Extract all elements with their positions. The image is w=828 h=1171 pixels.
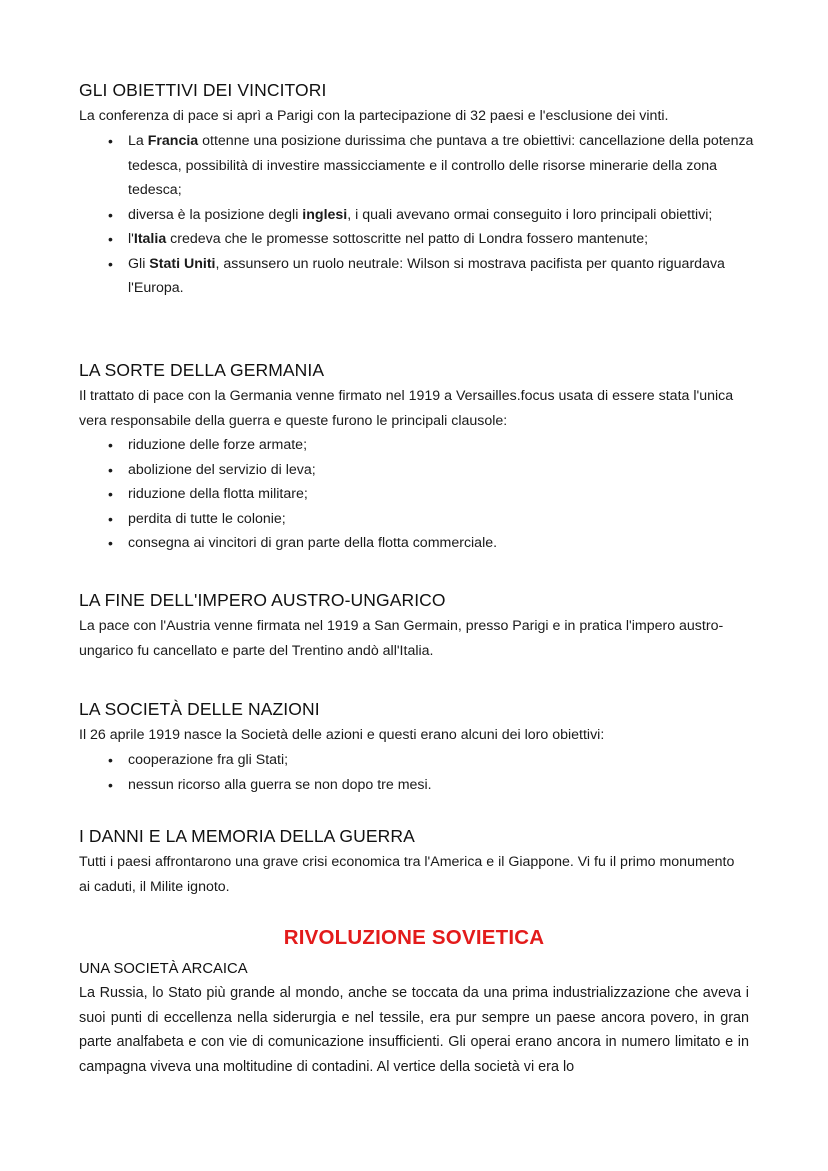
item-text: Gli xyxy=(128,255,150,272)
item-text: nessun ricorso alla guerra se non dopo tre mesi. xyxy=(128,776,432,793)
bullet-list xyxy=(79,748,769,797)
bullet-icon: • xyxy=(108,776,113,793)
item-text: ottenne una posizione durissima che puntava a tre obiettivi: cancellazione della potenza tedesca, possibilità di investire massicciamente e il controllo delle risorse minerarie della zona tedesca; xyxy=(128,133,754,198)
list-item xyxy=(79,129,759,203)
list-item xyxy=(79,507,769,532)
list-item xyxy=(79,748,769,773)
section-title: I DANNI E LA MEMORIA DELLA GUERRA xyxy=(79,826,415,846)
bullet-icon: • xyxy=(108,206,113,223)
item-text: credeva che le promesse sottoscritte nel patto di Londra fossero mantenute; xyxy=(166,231,649,247)
bullet-icon: • xyxy=(108,535,113,551)
section-title: LA SOCIETÀ DELLE NAZIONI xyxy=(79,699,320,719)
item-text: consegna ai vincitori di gran parte della flotta commerciale. xyxy=(128,535,498,551)
section-intro: La conferenza di pace si aprì a Parigi con la partecipazione di 32 paesi e l'esclusione dei vinti. xyxy=(79,108,669,124)
section-text: Tutti i paesi affrontarono una grave crisi economica tra l'America e il Giappone. Vi fu il primo monumento ai caduti, il Milite ignoto. xyxy=(79,854,735,895)
item-text: perdita di tutte le colonie; xyxy=(128,510,286,527)
list-item xyxy=(79,227,759,252)
bullet-list xyxy=(79,433,769,556)
list-item xyxy=(79,531,769,556)
item-text: La xyxy=(128,133,148,149)
bullet-icon: • xyxy=(108,437,113,453)
list-item xyxy=(79,203,759,228)
section-intro: Il 26 aprile 1919 nasce la Società delle azioni e questi erano alcuni dei loro obiettivi: xyxy=(79,727,605,743)
item-text: diversa è la posizione degli xyxy=(128,206,303,223)
section-text: La pace con l'Austria venne firmata nel 1919 a San Germain, presso Parigi e in pratica l'impero austro-ungarico fu cancellato e parte del Trentino andò all'Italia. xyxy=(79,618,724,659)
item-text: abolizione del servizio di leva; xyxy=(128,461,316,478)
item-text: l' xyxy=(128,231,134,247)
list-item xyxy=(79,773,769,798)
item-bold: Stati Uniti xyxy=(149,255,216,272)
section-subtitle: UNA SOCIETÀ ARCAICA xyxy=(79,961,248,977)
section-intro: Il trattato di pace con la Germania venne firmato nel 1919 a Versailles.focus usata di essere stata l'unica vera responsabile della guerra e queste furono le principali clausole: xyxy=(79,388,734,429)
bullet-icon: • xyxy=(108,231,113,247)
item-text: riduzione delle forze armate; xyxy=(128,437,308,453)
bullet-icon: • xyxy=(108,133,113,149)
item-text: , assunsero un ruolo neutrale: Wilson si mostrava pacifista per quanto riguardava l'Europa. xyxy=(128,255,725,296)
section-title: LA FINE DELL'IMPERO AUSTRO-UNGARICO xyxy=(79,590,446,610)
bullet-list xyxy=(79,129,759,301)
list-item xyxy=(79,433,769,458)
section-title: LA SORTE DELLA GERMANIA xyxy=(79,360,325,380)
bullet-icon: • xyxy=(108,752,113,768)
bullet-icon: • xyxy=(108,510,113,527)
item-bold: Francia xyxy=(147,133,199,149)
item-text: , i quali avevano ormai conseguito i loro principali obiettivi; xyxy=(347,206,713,223)
section-title: GLI OBIETTIVI DEI VINCITORI xyxy=(79,80,327,100)
item-bold: inglesi xyxy=(302,206,348,223)
list-item xyxy=(79,458,769,483)
section-text: La Russia, lo Stato più grande al mondo, anche se toccata da una prima industrializzazione che aveva i suoi punti di eccellenza nella siderurgia e nel tessile, era pur sempre un paese ancora povero, in gran parte analfabeta e con vie di comunicazione insufficienti. Gli operai erano ancora in numero limitato e in campagna viveva una moltitudine di contadini. Al vertice della società vi era lo xyxy=(79,985,749,1075)
item-bold: Italia xyxy=(133,231,167,247)
list-item xyxy=(79,252,759,301)
bullet-icon: • xyxy=(108,486,113,502)
item-text: riduzione della flotta militare; xyxy=(128,486,308,502)
bullet-icon: • xyxy=(108,255,113,272)
item-text: cooperazione fra gli Stati; xyxy=(128,752,289,768)
chapter-title: RIVOLUZIONE SOVIETICA xyxy=(283,926,545,949)
bullet-icon: • xyxy=(108,461,113,478)
list-item xyxy=(79,482,769,507)
